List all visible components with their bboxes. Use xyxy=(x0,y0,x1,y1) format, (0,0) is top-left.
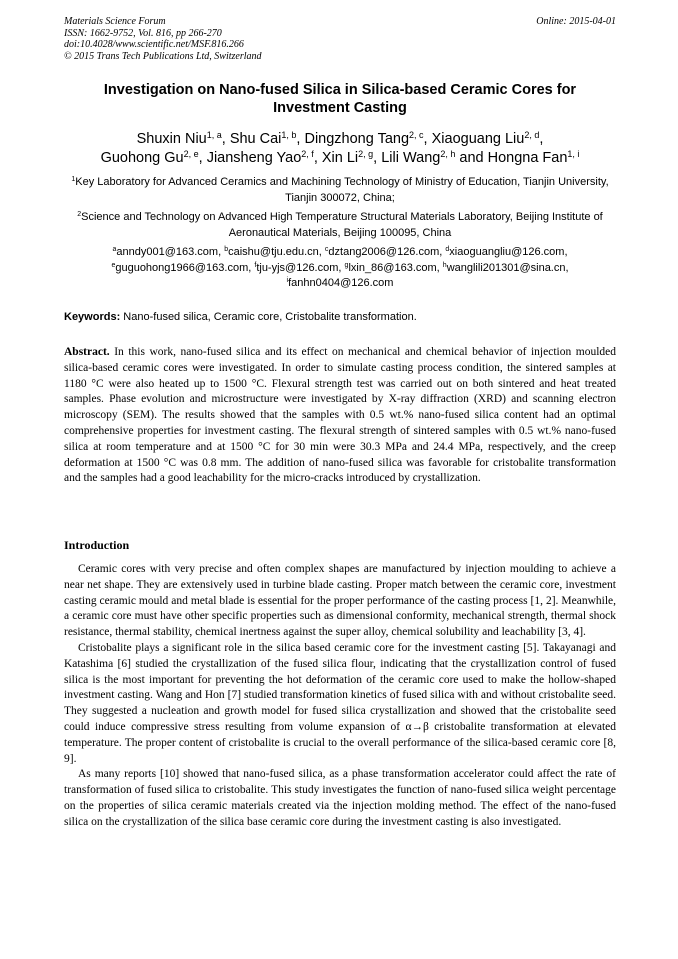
email-link[interactable]: $^b$caishu@tju.edu.cn xyxy=(224,246,319,258)
author: Lili Wang$^{2, h}$ and xyxy=(381,149,488,166)
section-heading-introduction: Introduction xyxy=(64,538,130,552)
author: Xin Li$^{2, g}$, xyxy=(321,149,382,166)
author-list xyxy=(64,130,616,168)
journal-header xyxy=(64,16,616,62)
author: Dingzhong Tang$^{2, c}$, xyxy=(304,130,432,147)
email-link[interactable]: $^i$fanhn0404@126.com xyxy=(286,277,394,289)
paper-title: Investigation on Nano-fused Silica in Silica-based Ceramic Cores for Investment Casting xyxy=(103,82,577,116)
online-date: Online: 2015-04-01 xyxy=(536,16,616,27)
journal-doi: doi:10.4028/www.scientific.net/MSF.816.266 xyxy=(64,39,244,50)
email-link[interactable]: $^c$dztang2006@126.com xyxy=(324,246,440,258)
author: Hongna Fan$^{1, i}$ xyxy=(487,149,580,166)
journal-issn: ISSN: 1662-9752, Vol. 816, pp 266-270 xyxy=(64,27,222,39)
email-link[interactable]: $^h$wanglili201301@sina.cn xyxy=(442,261,566,274)
email-link[interactable]: $^d$xiaoguangliu@126.com xyxy=(445,246,565,258)
paragraph: Ceramic cores with very precise and often complex shapes are manufactured by injection moulding to achieve a near net shape. They are extensively used in turbine blade casting. Proper match between the ceramic core, investment casting ceramic mould and metal blade is essential for the proper performance of the casting process [1, 2]. Meanwhile, a ceramic core must have other specific properties such as dimensional conformity, mechanical strength, thermal shock resistance, thermal stability, chemical inertness against the super alloy, chemical solubility and leachability [3, 4]. xyxy=(64,563,616,639)
journal-info xyxy=(64,16,616,62)
abstract xyxy=(64,345,616,487)
email-link[interactable]: $^g$lxin_86@163.com xyxy=(344,261,437,274)
paragraph: Cristobalite plays a significant role in the silica based ceramic core for the investment casting [5]. Takayanagi and Katashima [6] studied the crystallization of the fused silica flour, indicating that the crystallization control of fused silica is the most important for preventing the hot deformation of the ceramic core used to make the hollow-shaped investment casting. Wang and Hon [7] studied transformation kinetics of fused silica with and without cristobalite seed. They suggested a nucleation and growth model for fused silica crystallization and showed that the cristobalite seed could induce compressive stress resulting from volume expansion of α→β cristobalite transformation at elevated temperature. The proper content of cristobalite is crucial to the overall performance of the silica-based ceramic core [8, 9]. xyxy=(64,641,616,765)
email-link[interactable]: $^a$anndy001@163.com xyxy=(112,246,219,258)
author: Shuxin Niu$^{1, a}$, xyxy=(136,130,230,147)
journal-name: Materials Science Forum xyxy=(64,16,166,27)
introduction-body xyxy=(64,562,616,831)
affiliation-2: $^2$Science and Technology on Advanced High Temperature Structural Materials Laboratory, Beijing Institute of Aeronautical Materials, Beijing 100095, China xyxy=(77,211,603,239)
author: Guohong Gu$^{2, e}$, xyxy=(100,149,207,166)
affiliation-1: $^1$Key Laboratory for Advanced Ceramics and Machining Technology of Ministry of Education, Tianjin University, Tianjin 300072, China; xyxy=(71,176,609,204)
author: Jiansheng Yao$^{2, f}$, xyxy=(206,149,322,166)
keywords xyxy=(64,310,616,325)
email-link[interactable]: $^e$guguohong1966@163.com xyxy=(111,261,249,274)
author: Shu Cai$^{1, b}$, xyxy=(229,130,305,147)
journal-copyright: © 2015 Trans Tech Publications Ltd, Switzerland xyxy=(64,50,262,62)
keywords-label: Keywords: xyxy=(64,311,121,323)
abstract-label: Abstract. xyxy=(64,346,110,358)
keywords-text: Nano-fused silica, Ceramic core, Cristobalite transformation. xyxy=(120,311,417,323)
author-emails: $^a$anndy001@163.com, $^b$caishu@tju.edu.cn, $^c$dztang2006@126.com, $^d$xiaoguangliu@126.com, $^e$guguohong1966@163.com, $^f$tju-yjs@126.com, $^g$lxin_86@163.com, $^h$wanglili201301@sina.cn, $^i$fanhn0404@126.com xyxy=(111,246,569,289)
author: Xiaoguang Liu$^{2, d}$, xyxy=(431,130,544,147)
paragraph: As many reports [10] showed that nano-fused silica, as a phase transformation accelerator could affect the rate of transformation of fused silica to cristobalite. This study investigates the function of nano-fused silica weight percentage on the properties of silica ceramic materials created via the injection molding method. The effect of the nano-fused silica on the crystallization of the silica base ceramic core during the investment casting is also investigated. xyxy=(64,768,616,828)
abstract-text: In this work, nano-fused silica and its effect on mechanical and chemical behavior of injection moulded silica-based ceramic cores were investigated. In order to simulate casting process condition, the sintered samples at 1180 °C were also heated up to 1500 °C. Flexural strength test was carried out on both sintered and heat treated samples. Phase evolution and microstructure were investigated by X-ray diffraction (XRD) and scanning electron microscopy (SEM). The results showed that the samples with 0.5 wt.% nano-fused silica content had an optimal comprehensive properties for investment casting. The flexural strength of sintered samples with 0.5 wt.% nano-fused silica at room temperature and at 1500 °C for 30 min were 30.3 MPa and 24.4 MPa, respectively, and the creep deformation at 1500 °C was 0.8 mm. The addition of nano-fused silica was favorable for cristobalite transformation and the samples had a good leachability for the micro-cracks introduced by crystallization. xyxy=(64,346,616,485)
email-link[interactable]: $^f$tju-yjs@126.com xyxy=(254,261,339,274)
